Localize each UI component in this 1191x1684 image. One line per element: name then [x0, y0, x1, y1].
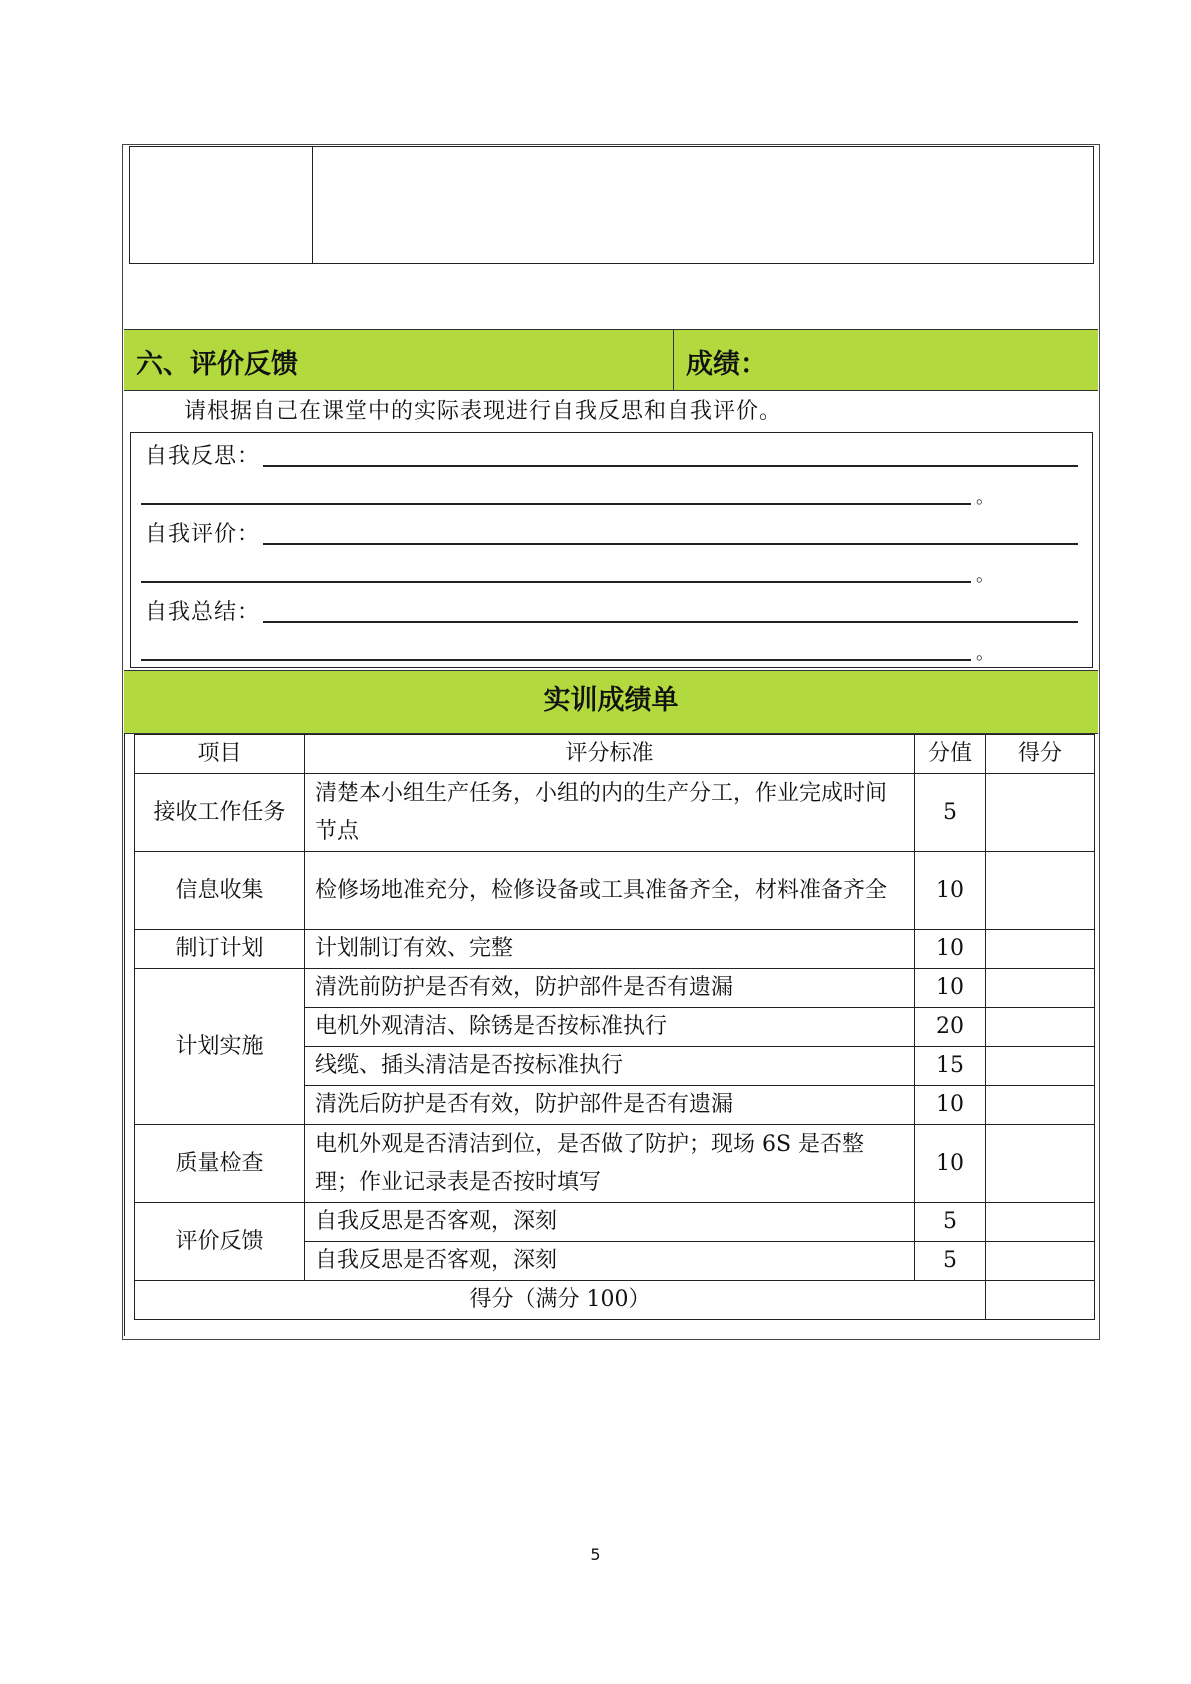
score-cell[interactable] [986, 1008, 1095, 1047]
item-cell: 接收工作任务 [135, 774, 305, 852]
points-cell: 10 [915, 930, 986, 969]
item-cell: 制订计划 [135, 930, 305, 969]
total-row [135, 1281, 1095, 1320]
score-cell[interactable] [986, 774, 1095, 852]
points-cell: 15 [915, 1047, 986, 1086]
self-reflection-label: 自我反思： [145, 444, 261, 469]
reflection-box [130, 432, 1093, 668]
points-cell: 10 [915, 1125, 986, 1203]
section-header-divider [673, 330, 674, 390]
criteria-cell: 线缆、插头清洁是否按标准执行 [305, 1047, 915, 1086]
criteria-cell: 计划制订有效、完整 [305, 930, 915, 969]
period-mark: 。 [976, 565, 994, 586]
item-cell: 信息收集 [135, 852, 305, 930]
criteria-cell: 检修场地准充分，检修设备或工具准备齐全，材料准备齐全 [305, 852, 915, 930]
total-label: 得分（满分 100） [135, 1281, 986, 1320]
score-cell[interactable] [986, 852, 1095, 930]
score-cell[interactable] [986, 1203, 1095, 1242]
criteria-cell: 自我反思是否客观，深刻 [305, 1203, 915, 1242]
criteria-cell: 电机外观是否清洁到位，是否做了防护；现场 6S 是否整理；作业记录表是否按时填写 [305, 1125, 915, 1203]
score-label: 成绩： [686, 349, 767, 380]
self-evaluation-label: 自我评价： [145, 522, 261, 547]
header-item: 项目 [135, 735, 305, 774]
table-row [135, 1125, 1095, 1203]
item-cell: 评价反馈 [135, 1203, 305, 1281]
section-title: 六、评价反馈 [136, 349, 298, 380]
table-row [135, 774, 1095, 852]
item-cell: 质量检查 [135, 1125, 305, 1203]
table-row [135, 930, 1095, 969]
header-criteria: 评分标准 [305, 735, 915, 774]
self-summary-line-2[interactable] [141, 433, 971, 661]
criteria-cell: 清洗后防护是否有效，防护部件是否有遗漏 [305, 1086, 915, 1125]
page-number: 5 [590, 1545, 601, 1564]
criteria-cell: 自我反思是否客观，深刻 [305, 1242, 915, 1281]
instruction-text: 请根据自己在课堂中的实际表现进行自我反思和自我评价。 [184, 399, 783, 424]
points-cell: 5 [915, 774, 986, 852]
grade-table [134, 734, 1095, 1320]
score-cell[interactable] [986, 930, 1095, 969]
total-score-cell[interactable] [986, 1281, 1095, 1320]
score-cell[interactable] [986, 1086, 1095, 1125]
table-row [135, 852, 1095, 930]
points-cell: 10 [915, 1086, 986, 1125]
score-cell[interactable] [986, 1047, 1095, 1086]
period-mark: 。 [976, 643, 994, 664]
score-cell[interactable] [986, 969, 1095, 1008]
table-row [135, 1203, 1095, 1242]
section-evaluation-header [124, 329, 1098, 391]
criteria-cell: 电机外观清洁、除锈是否按标准执行 [305, 1008, 915, 1047]
grade-sheet-title: 实训成绩单 [543, 685, 679, 716]
period-mark: 。 [976, 487, 994, 508]
header-score: 得分 [986, 735, 1095, 774]
points-cell: 5 [915, 1203, 986, 1242]
points-cell: 5 [915, 1242, 986, 1281]
score-cell[interactable] [986, 1125, 1095, 1203]
item-cell: 计划实施 [135, 969, 305, 1125]
criteria-cell: 清洗前防护是否有效，防护部件是否有遗漏 [305, 969, 915, 1008]
blank-table [129, 146, 1094, 264]
points-cell: 10 [915, 852, 986, 930]
criteria-cell: 清楚本小组生产任务，小组的内的生产分工，作业完成时间节点 [305, 774, 915, 852]
blank-table-divider [312, 147, 313, 263]
grade-table-header-row [135, 735, 1095, 774]
points-cell: 20 [915, 1008, 986, 1047]
grade-sheet-header [124, 670, 1098, 734]
table-row [135, 969, 1095, 1008]
score-cell[interactable] [986, 1242, 1095, 1281]
points-cell: 10 [915, 969, 986, 1008]
header-points: 分值 [915, 735, 986, 774]
self-summary-label: 自我总结： [145, 600, 261, 625]
